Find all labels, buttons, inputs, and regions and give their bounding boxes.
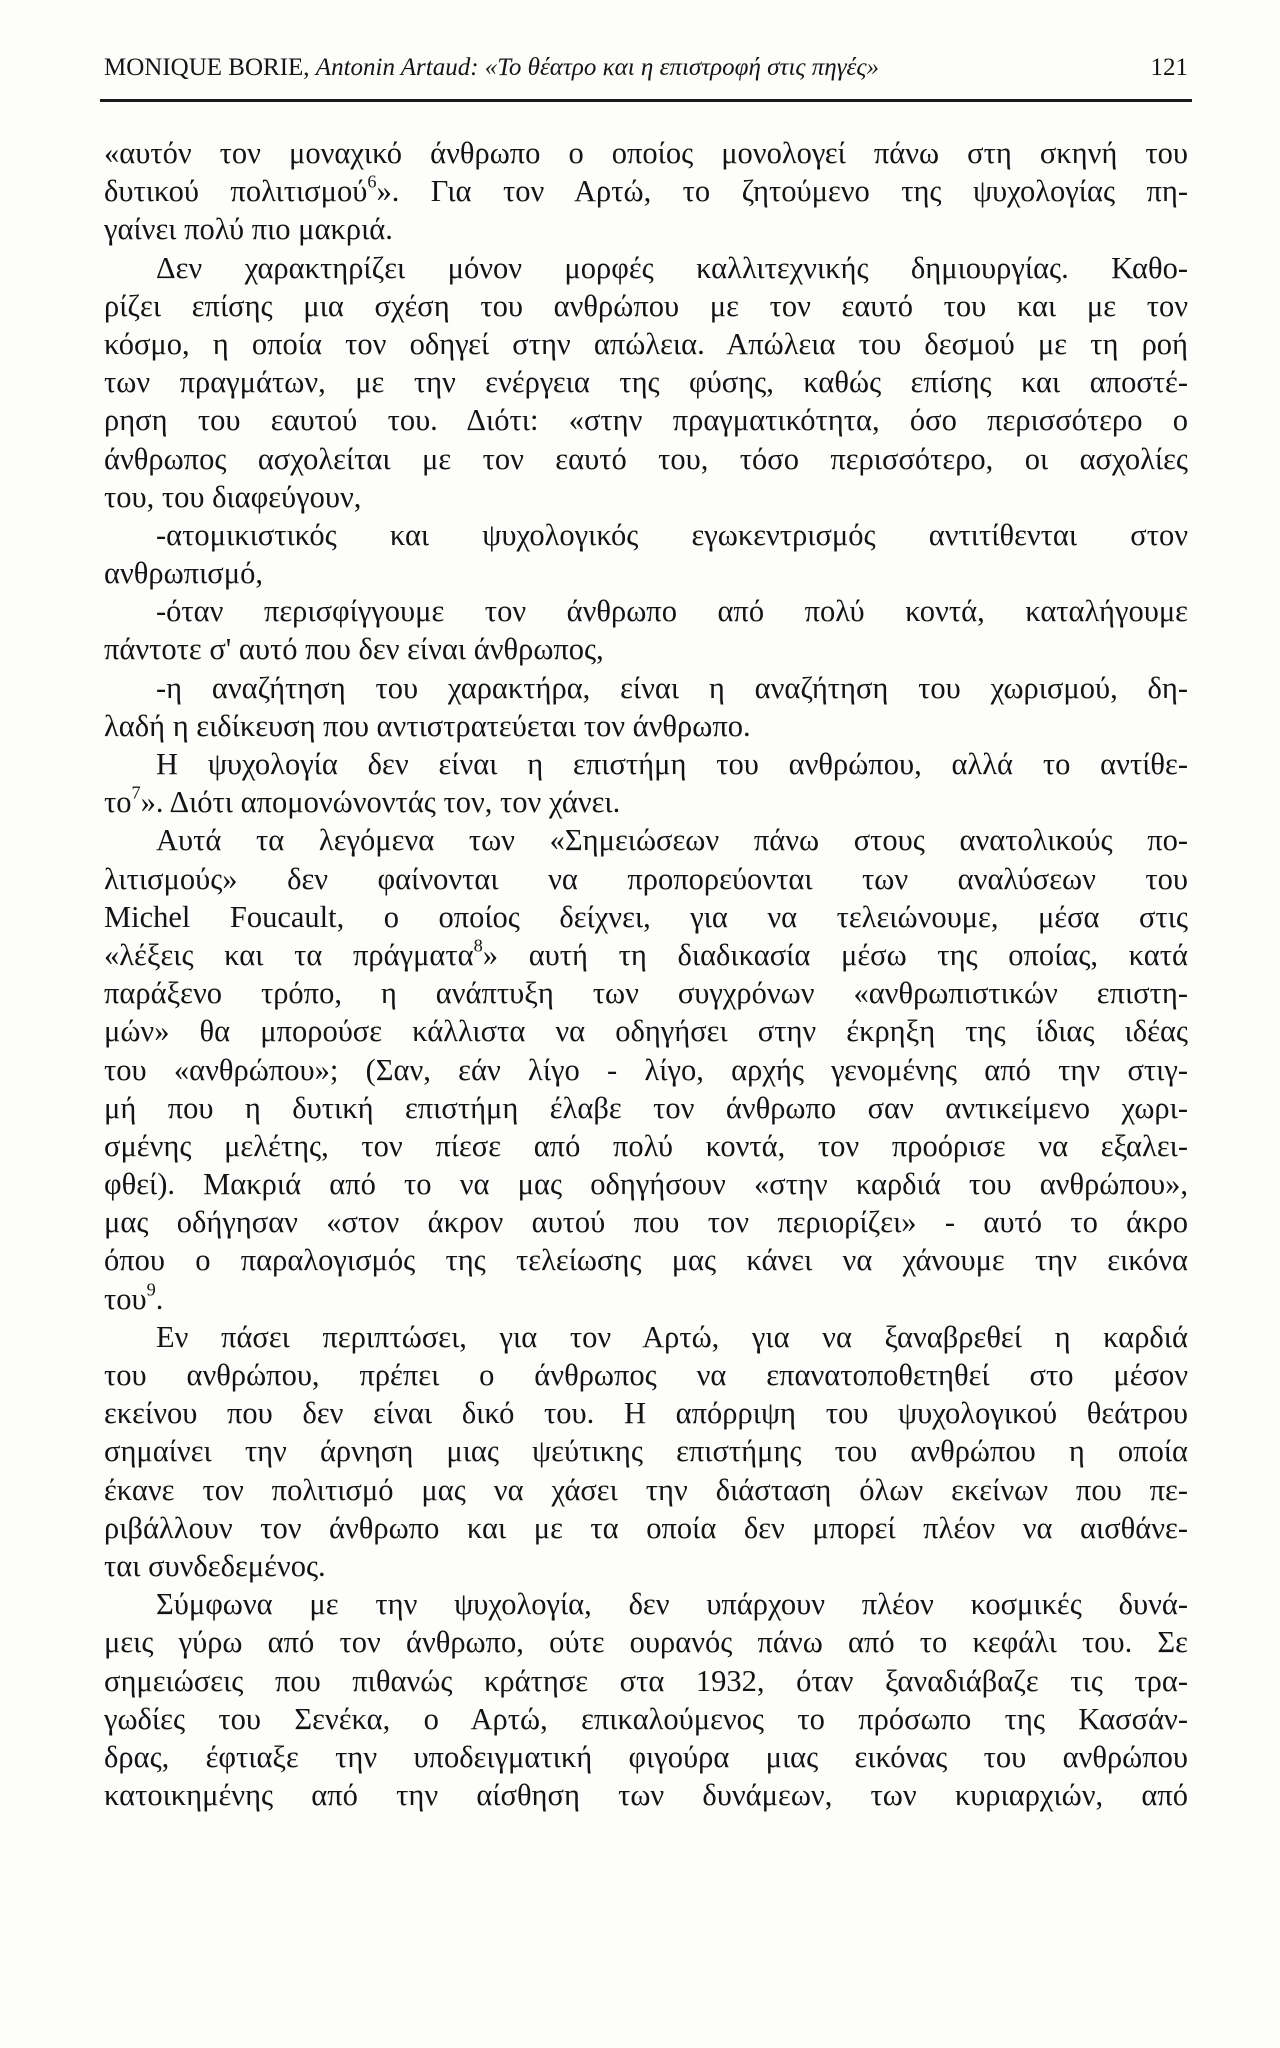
text-line-content: ριβάλλουν τον άνθρωπο και με τα οποία δεν μπορεί πλέον να αισθάνε- — [104, 1510, 1188, 1545]
text-line — [104, 898, 1188, 936]
text-line — [104, 440, 1188, 478]
text-line — [104, 1012, 1188, 1050]
text-line — [104, 1471, 1188, 1509]
text-line — [104, 1700, 1188, 1738]
text-line-content: φθεί). Μακριά από το να μας οδηγήσουν «στην καρδιά του ανθρώπου», — [104, 1167, 1188, 1202]
text-line — [104, 1089, 1188, 1127]
text-line-continuation: . — [155, 1281, 164, 1316]
text-line-content: του, του διαφεύγουν, — [104, 479, 362, 514]
header-rule — [100, 99, 1192, 102]
text-line-content: κόσμο, η οποία τον οδηγεί στην απώλεια. Απώλεια του δεσμού με τη ροή — [104, 326, 1188, 361]
text-line-content: σημειώσεις που πιθανώς κράτησε στα 1932, όταν ξαναδιάβαζε τις τρα- — [104, 1663, 1188, 1698]
text-line — [104, 1051, 1188, 1089]
text-line — [104, 1165, 1188, 1203]
text-line-content: μή που η δυτική επιστήμη έλαβε τον άνθρωπο σαν αντικείμενο χωρι- — [104, 1090, 1188, 1125]
text-line — [104, 1241, 1188, 1279]
text-line-content: δρας, έφτιαξε την υποδειγματική φιγούρα μιας εικόνας του ανθρώπου — [104, 1739, 1188, 1774]
text-line — [104, 1203, 1188, 1241]
text-line — [104, 592, 1188, 630]
text-line-content: δυτικού πολιτισμού — [104, 174, 368, 209]
text-line-content: Σύμφωνα με την ψυχολογία, δεν υπάρχουν πλέον κοσμικές δυνά- — [156, 1587, 1188, 1622]
text-line-content: -όταν περισφίγγουμε τον άνθρωπο από πολύ κοντά, καταλήγουμε — [156, 594, 1188, 629]
text-line-content: Michel Foucault, ο οποίος δείχνει, για να τελειώνουμε, μέσα στις — [104, 899, 1188, 934]
text-line — [104, 1356, 1188, 1394]
text-line-content: ται συνδεδεμένος. — [104, 1548, 326, 1583]
footnote-reference: 6 — [367, 171, 377, 192]
text-line-content: πάντοτε σ' αυτό που δεν είναι άνθρωπος, — [104, 632, 604, 667]
body-text — [104, 134, 1188, 1814]
text-line — [104, 936, 1188, 974]
text-line-content: ρίζει επίσης μια σχέση του ανθρώπου με τον εαυτό του και με τον — [104, 288, 1188, 323]
text-line-content: μεις γύρω από τον άνθρωπο, ούτε ουρανός πάνω από το κεφάλι του. Σε — [104, 1625, 1188, 1660]
text-line-content: εκείνου που δεν είναι δικό του. Η απόρριψη του ψυχολογικού θεάτρου — [104, 1396, 1188, 1431]
footnote-reference: 7 — [131, 782, 141, 803]
running-head — [104, 54, 1188, 94]
text-line-content: μας οδήγησαν «στον άκρον αυτού που τον περιορίζει» - αυτό το άκρο — [104, 1205, 1188, 1240]
text-line-content: ρηση του εαυτού του. Διότι: «στην πραγματικότητα, όσο περισσότερο ο — [104, 403, 1188, 438]
text-line — [104, 1738, 1188, 1776]
text-line-content: λαδή η ειδίκευση που αντιστρατεύεται τον άνθρωπο. — [104, 708, 751, 743]
text-line-content: έκανε τον πολιτισμό μας να χάσει την διάσταση όλων εκείνων που πε- — [104, 1472, 1188, 1507]
footnote-reference: 8 — [473, 935, 483, 956]
text-line — [104, 325, 1188, 363]
text-line-content: -η αναζήτηση του χαρακτήρα, είναι η αναζήτηση του χωρισμού, δη- — [156, 670, 1188, 705]
footnote-reference: 9 — [146, 1278, 156, 1299]
text-line — [104, 478, 1188, 516]
text-line — [104, 707, 1188, 745]
text-line-content: του ανθρώπου, πρέπει ο άνθρωπος να επανατοποθετηθεί στο μέσον — [104, 1358, 1188, 1392]
header-title: Antonin Artaud: «Το θέατρο και η επιστροφή στις πηγές» — [315, 54, 880, 81]
text-line-continuation: ». Διότι απομονώνοντάς τον, τον χάνει. — [140, 785, 621, 820]
text-line-content: του — [104, 1281, 147, 1316]
text-line-content: Δεν χαρακτηρίζει μόνον μορφές καλλιτεχνικής δημιουργίας. Καθο- — [156, 250, 1188, 285]
text-line — [104, 1776, 1188, 1814]
text-line — [104, 1623, 1188, 1661]
text-line — [104, 1432, 1188, 1470]
text-line — [104, 249, 1188, 287]
text-line-content: -ατομικιστικός και ψυχολογικός εγωκεντρισμός αντιτίθενται στον — [156, 517, 1188, 552]
text-line — [104, 974, 1188, 1012]
text-line-content: σμένης μελέτης, τον πίεσε από πολύ κοντά, τον προόρισε να εξαλει- — [104, 1128, 1188, 1163]
text-line — [104, 1547, 1188, 1585]
text-line-content: κατοικημένης από την αίσθηση των δυνάμεων, των κυριαρχιών, από — [104, 1778, 1188, 1813]
text-line-content: των πραγμάτων, με την ενέργεια της φύσης, καθώς επίσης και αποστέ- — [104, 365, 1188, 400]
text-line-content: «λέξεις και τα πράγματα — [104, 937, 474, 972]
text-line-content: λιτισμούς» δεν φαίνονται να προπορεύονται των αναλύσεων του — [104, 861, 1188, 896]
text-line — [104, 363, 1188, 401]
text-line — [104, 1509, 1188, 1547]
text-line-content: Αυτά τα λεγόμενα των «Σημειώσεων πάνω στους ανατολικούς πο- — [156, 823, 1188, 858]
text-line — [104, 630, 1188, 668]
text-line-content: Εν πάσει περιπτώσει, για τον Αρτώ, για να ξαναβρεθεί η καρδιά — [156, 1319, 1188, 1354]
text-line-content: μών» θα μπορούσε κάλλιστα να οδηγήσει στην έκρηξη της ίδιας ιδέας — [104, 1014, 1188, 1049]
text-line — [104, 134, 1188, 172]
text-line-content: Η ψυχολογία δεν είναι η επιστήμη του ανθρώπου, αλλά το αντίθε- — [156, 747, 1188, 781]
text-line-continuation: » αυτή τη διαδικασία μέσω της οποίας, κατά — [482, 937, 1188, 972]
text-line-content: παράξενο τρόπο, η ανάπτυξη των συγχρόνων «ανθρωπιστικών επιστη- — [104, 976, 1188, 1011]
text-line-content: σημαίνει την άρνηση μιας ψεύτικης επιστήμης του ανθρώπου η οποία — [104, 1434, 1188, 1469]
text-line — [104, 287, 1188, 325]
text-line-content: όπου ο παραλογισμός της τελείωσης μας κάνει να χάνουμε την εικόνα — [104, 1243, 1188, 1278]
text-line-content: το — [104, 785, 132, 820]
text-line — [104, 401, 1188, 439]
text-line — [104, 669, 1188, 707]
text-line — [104, 1394, 1188, 1432]
header-author: MONIQUE BORIE, — [104, 54, 310, 81]
text-line — [104, 554, 1188, 592]
text-line-content: «αυτόν τον μοναχικό άνθρωπο ο οποίος μονολογεί πάνω στη σκηνή του — [104, 136, 1188, 170]
text-line — [104, 783, 1188, 821]
text-line — [104, 1127, 1188, 1165]
text-line — [104, 1318, 1188, 1356]
text-line-content: ανθρωπισμό, — [104, 556, 263, 591]
text-line — [104, 1280, 1188, 1318]
text-line — [104, 516, 1188, 554]
text-line-content: άνθρωπος ασχολείται με τον εαυτό του, τόσο περισσότερο, οι ασχολίες — [104, 441, 1188, 476]
text-line-content: γαίνει πολύ πιο μακριά. — [104, 212, 393, 247]
text-line — [104, 210, 1188, 248]
text-line — [104, 745, 1188, 783]
text-line-content: γωδίες του Σενέκα, ο Αρτώ, επικαλούμενος το πρόσωπο της Κασσάν- — [104, 1701, 1188, 1736]
text-line — [104, 1662, 1188, 1700]
text-line — [104, 860, 1188, 898]
text-line-continuation: ». Για τον Αρτώ, το ζητούμενο της ψυχολογίας πη- — [376, 174, 1188, 209]
running-head-left — [104, 54, 879, 82]
page-number: 121 — [1150, 54, 1188, 81]
text-line — [104, 172, 1188, 210]
text-line — [104, 821, 1188, 859]
text-line-content: του «ανθρώπου»; (Σαν, εάν λίγο - λίγο, αρχής γενομένης από την στιγ- — [104, 1052, 1188, 1087]
text-line — [104, 1585, 1188, 1623]
